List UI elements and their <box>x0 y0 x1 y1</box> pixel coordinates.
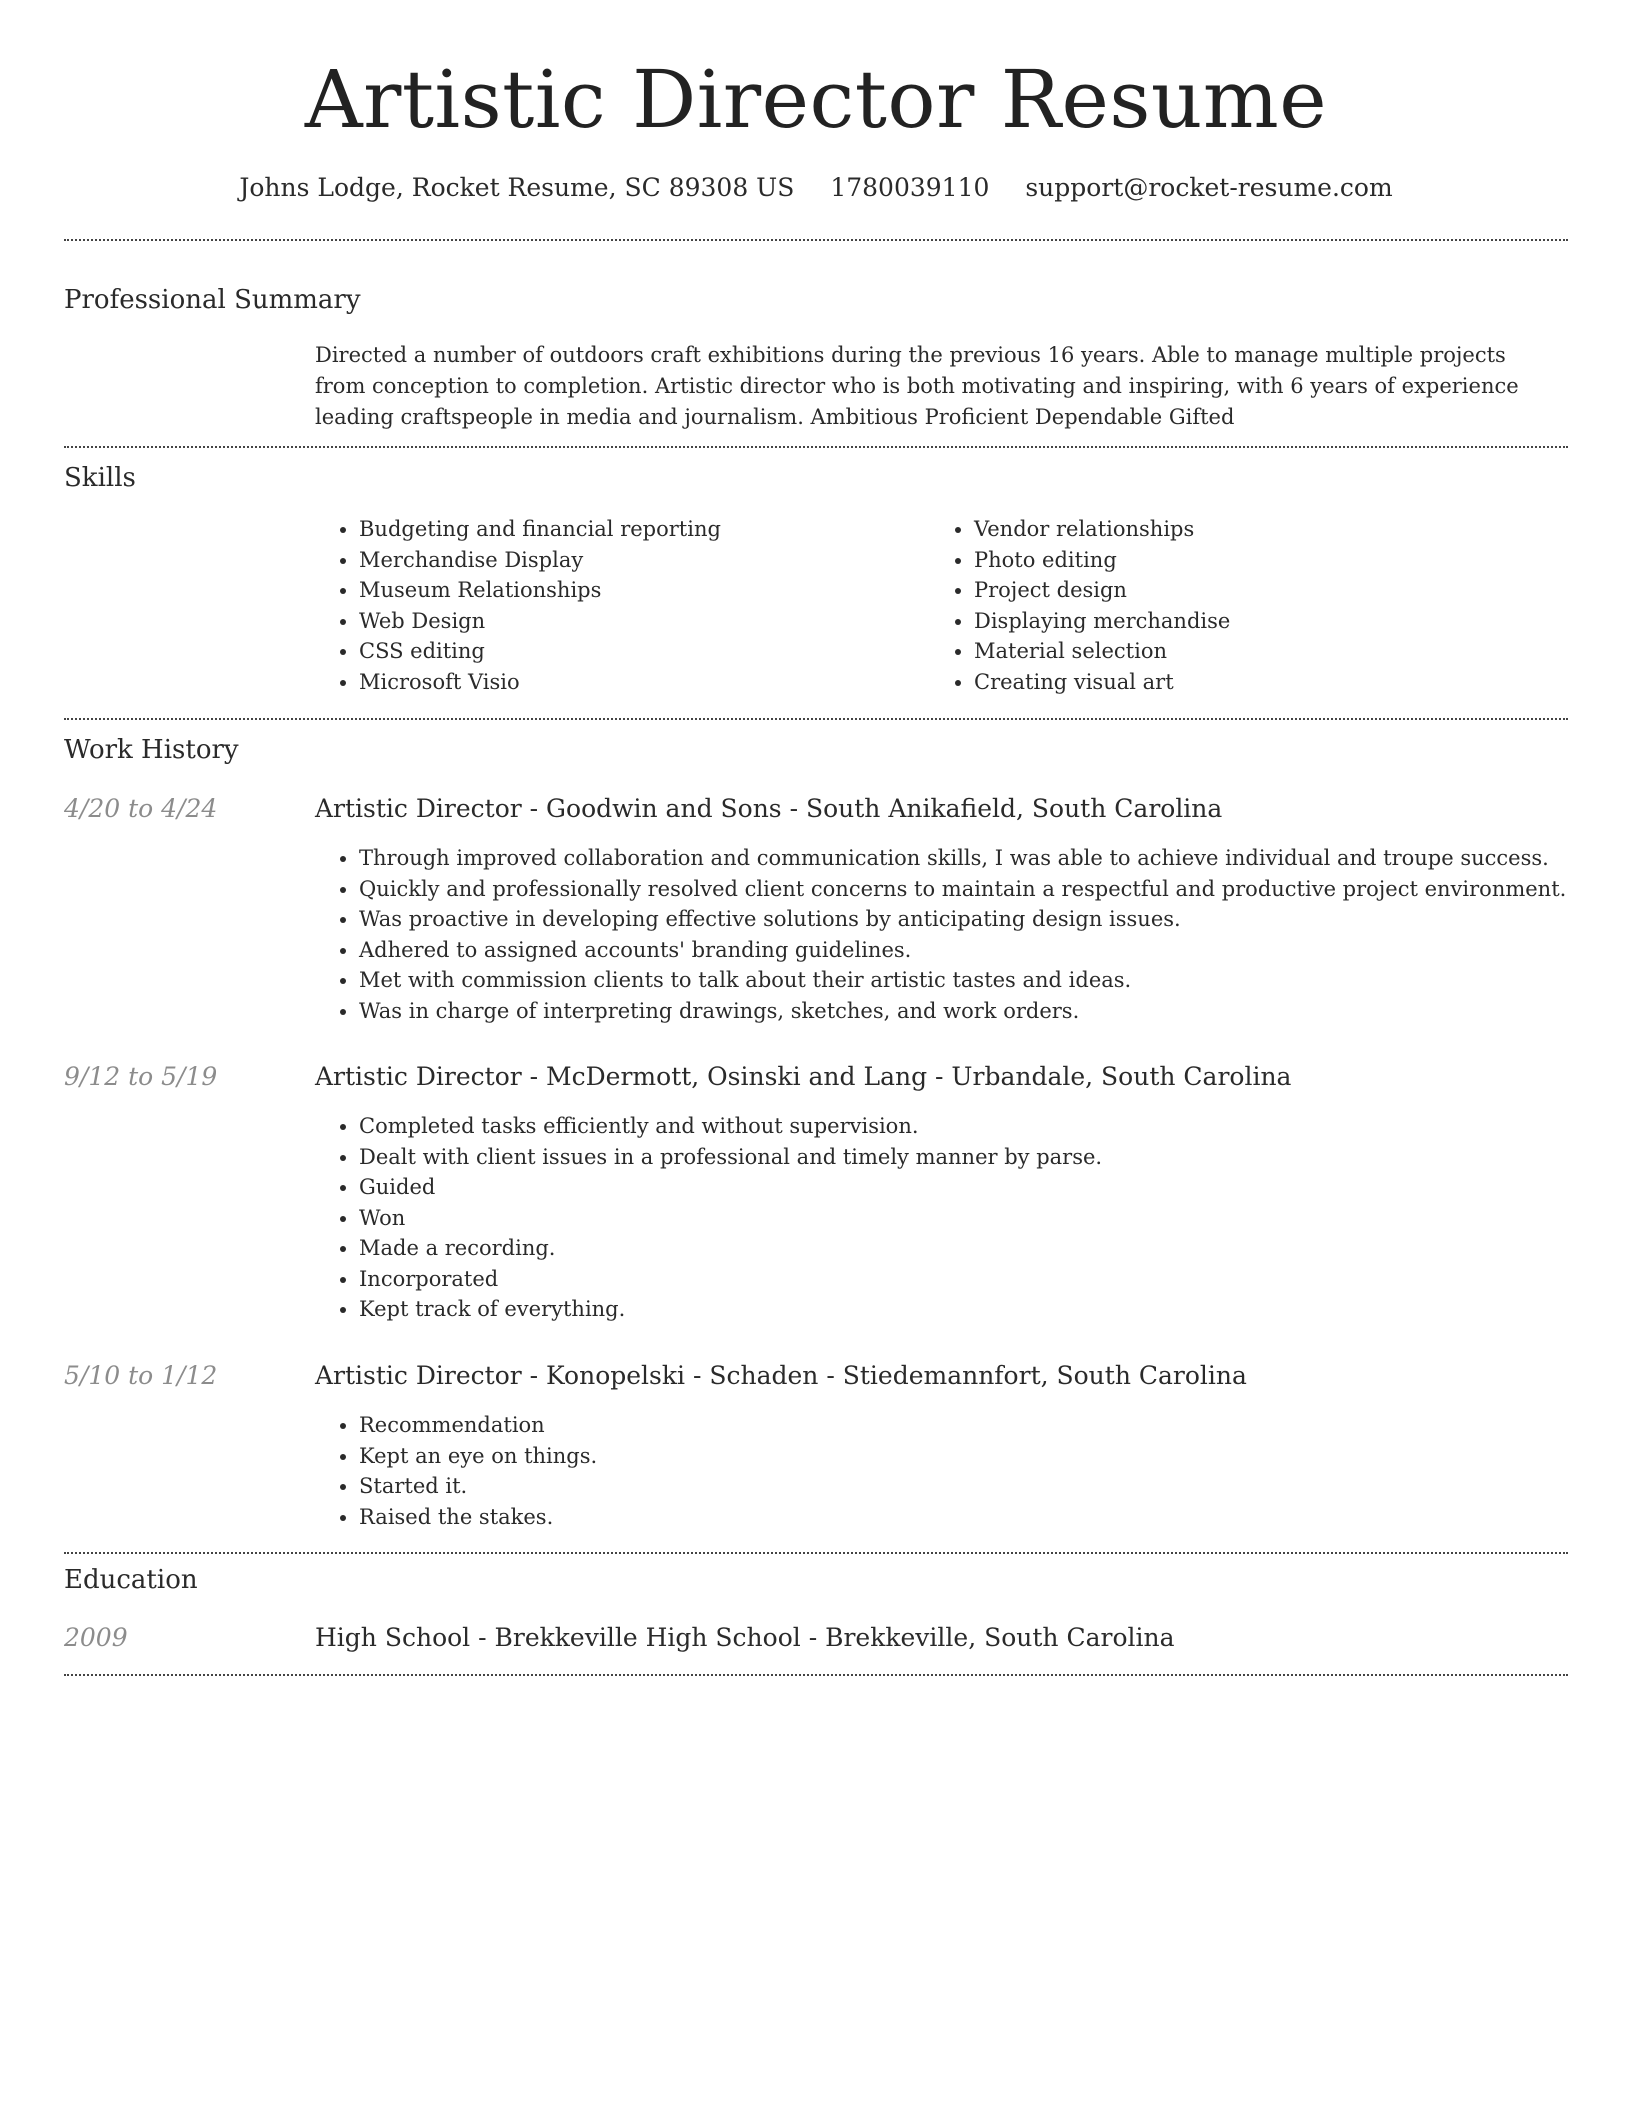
job-bullet: • Won <box>359 1203 1599 1234</box>
job-bullet: • Guided <box>359 1172 1599 1203</box>
skill-item: • Vendor relationships <box>974 514 1534 545</box>
section-heading-skills: Skills <box>64 463 136 493</box>
section-heading-summary: Professional Summary <box>64 285 361 315</box>
skill-item: • Photo editing <box>974 545 1534 576</box>
skill-item: • Museum Relationships <box>359 575 919 606</box>
contact-email: support@rocket-resume.com <box>1025 173 1393 202</box>
divider <box>64 446 1568 448</box>
job-bullets <box>315 1410 1599 1532</box>
job-dates: 4/20 to 4/24 <box>64 794 218 823</box>
skill-item: • Creating visual art <box>974 667 1534 698</box>
job-bullet: • Quickly and professionally resolved client concerns to maintain a respectful and productive project environment. <box>359 874 1599 905</box>
skill-item: • Microsoft Visio <box>359 667 919 698</box>
contact-line <box>0 170 1632 206</box>
skill-item: • Merchandise Display <box>359 545 919 576</box>
skills-list-right <box>930 514 1534 697</box>
job-bullet: • Started it. <box>359 1471 1599 1502</box>
resume-title: Artistic Director Resume <box>304 53 1328 146</box>
job-title: Artistic Director - McDermott, Osinski and Lang - Urbandale, South Carolina <box>315 1062 1292 1091</box>
skill-item: • Budgeting and financial reporting <box>359 514 919 545</box>
job-title: Artistic Director - Goodwin and Sons - South Anikafield, South Carolina <box>315 794 1223 823</box>
job-bullet: • Made a recording. <box>359 1233 1599 1264</box>
education-title: High School - Brekkeville High School - Brekkeville, South Carolina <box>315 1623 1175 1652</box>
divider <box>64 239 1568 241</box>
job-dates: 5/10 to 1/12 <box>64 1361 218 1390</box>
summary-text: Directed a number of outdoors craft exhibitions during the previous 16 years. Able to manage multiple projects from conception to completion. Artistic director who is both motivating and inspiring, with 6 years of experience leading craftspeople in media and journalism. Ambitious Proficient Dependable Gifted <box>315 343 1519 429</box>
contact-address: Johns Lodge, Rocket Resume, SC 89308 US <box>239 173 795 202</box>
job-bullets <box>315 843 1599 1026</box>
divider <box>64 1674 1568 1676</box>
job-bullets <box>315 1111 1599 1325</box>
job-bullet: • Kept track of everything. <box>359 1294 1599 1325</box>
skill-item: • CSS editing <box>359 636 919 667</box>
job-bullet: • Kept an eye on things. <box>359 1441 1599 1472</box>
skill-item: • Displaying merchandise <box>974 606 1534 637</box>
section-heading-work-history: Work History <box>64 735 239 765</box>
job-title: Artistic Director - Konopelski - Schaden - Stiedemannfort, South Carolina <box>315 1361 1247 1390</box>
skill-item: • Material selection <box>974 636 1534 667</box>
skills-list-left <box>315 514 919 697</box>
job-bullet: • Incorporated <box>359 1264 1599 1295</box>
job-bullet: • Recommendation <box>359 1410 1599 1441</box>
section-heading-education: Education <box>64 1565 198 1595</box>
divider <box>64 718 1568 720</box>
education-year: 2009 <box>64 1623 128 1652</box>
divider <box>64 1552 1568 1554</box>
job-bullet: • Through improved collaboration and communication skills, I was able to achieve individual and troupe success. <box>359 843 1599 874</box>
job-bullet: • Met with commission clients to talk about their artistic tastes and ideas. <box>359 965 1599 996</box>
job-bullet: • Completed tasks efficiently and without supervision. <box>359 1111 1599 1142</box>
job-dates: 9/12 to 5/19 <box>64 1062 218 1091</box>
job-bullet: • Was in charge of interpreting drawings, sketches, and work orders. <box>359 996 1599 1027</box>
job-bullet: • Dealt with client issues in a professional and timely manner by parse. <box>359 1142 1599 1173</box>
job-bullet: • Was proactive in developing effective solutions by anticipating design issues. <box>359 904 1599 935</box>
skill-item: • Web Design <box>359 606 919 637</box>
job-bullet: • Adhered to assigned accounts' branding guidelines. <box>359 935 1599 966</box>
job-bullet: • Raised the stakes. <box>359 1502 1599 1533</box>
contact-phone: 1780039110 <box>830 173 990 202</box>
skill-item: • Project design <box>974 575 1534 606</box>
